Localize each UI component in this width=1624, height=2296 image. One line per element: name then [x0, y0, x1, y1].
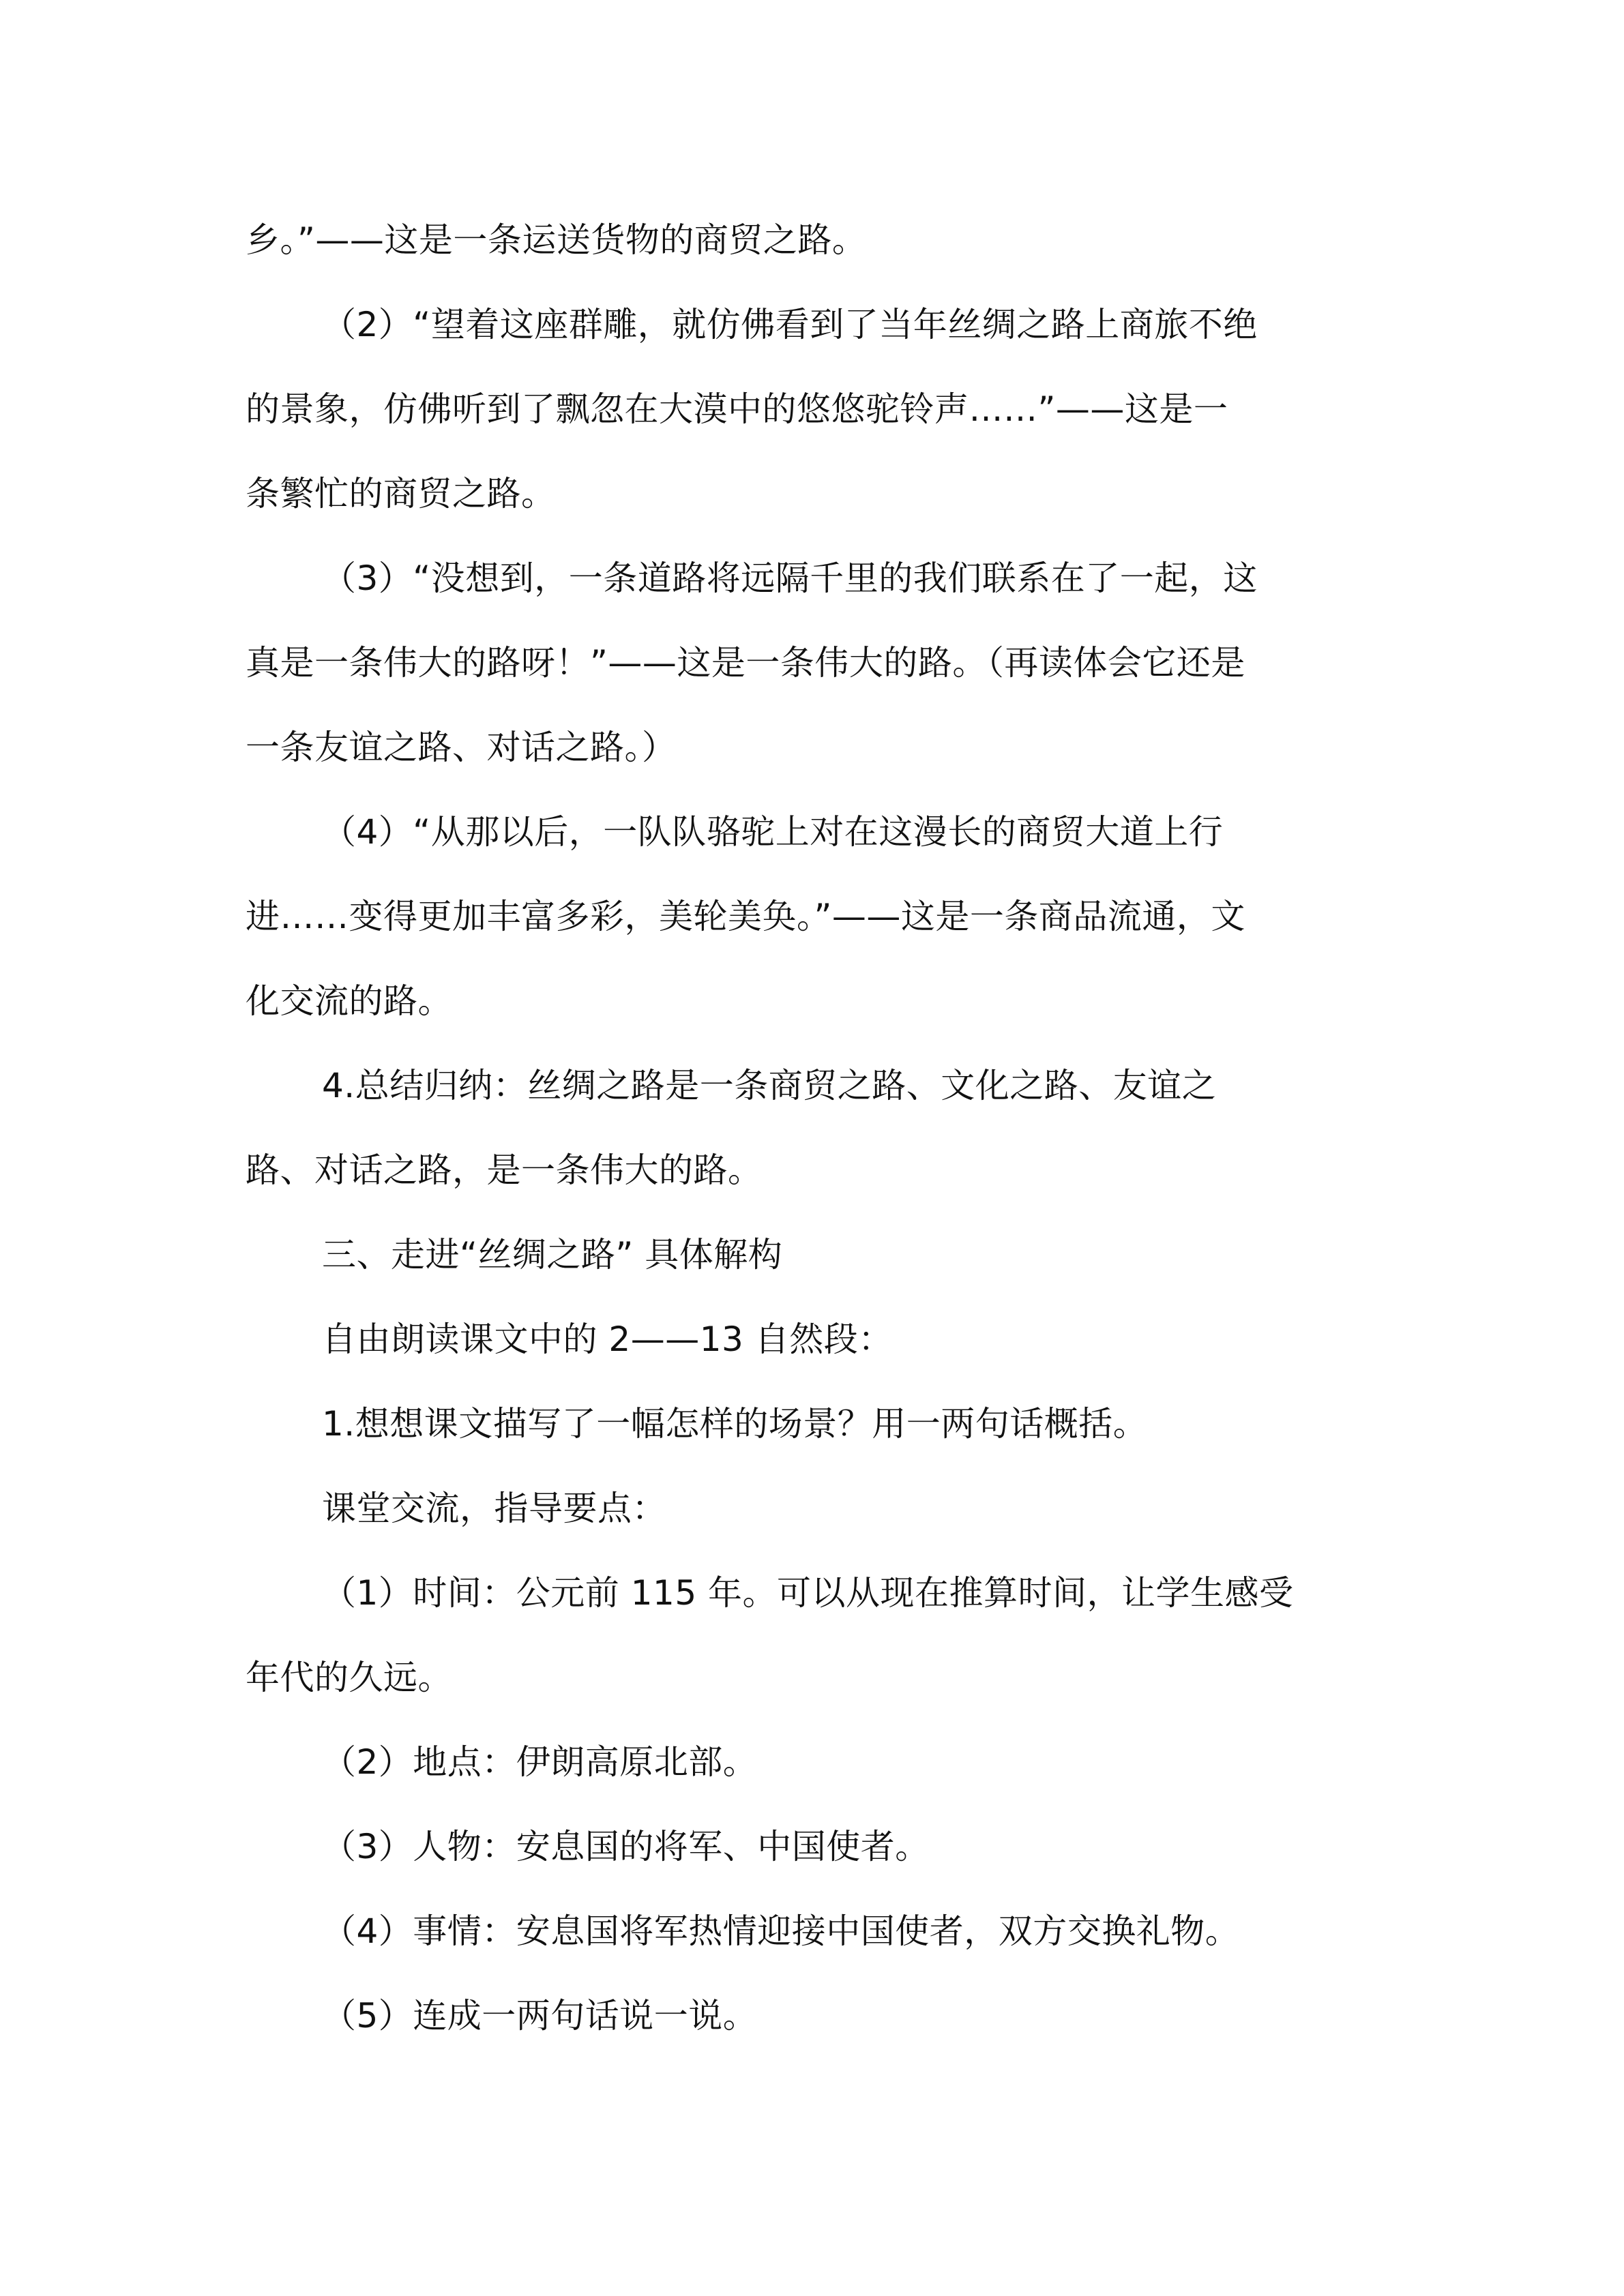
text-line: 1.想想课文描写了一幅怎样的场景？用一两句话概括。: [322, 1404, 1148, 1444]
text-line: （3）人物：安息国的将军、中国使者。: [322, 1827, 930, 1866]
text-line: 化交流的路。: [246, 981, 452, 1021]
text-line: 路、对话之路，是一条伟大的路。: [246, 1150, 763, 1190]
text-line: （4）事情：安息国将军热情迎接中国使者，双方交换礼物。: [322, 1911, 1240, 1951]
text-line: （4）“从那以后，一队队骆驼上对在这漫长的商贸大道上行: [322, 812, 1224, 852]
text-line: 进……变得更加丰富多彩，美轮美奂。”——这是一条商品流通，文: [246, 897, 1245, 936]
text-line: （3）“没想到，一条道路将远隔千里的我们联系在了一起，这: [322, 558, 1258, 598]
text-line: 真是一条伟大的路呀！”——这是一条伟大的路。（再读体会它还是: [246, 643, 1245, 683]
text-line: 年代的久远。: [246, 1658, 452, 1697]
text-line: 乡。”——这是一条运送货物的商贸之路。: [246, 220, 867, 260]
text-line: 条繁忙的商贸之路。: [246, 474, 556, 513]
text-line: 课堂交流，指导要点：: [322, 1489, 666, 1528]
text-line: （1）时间：公元前 115 年。可以从现在推算时间，让学生感受: [322, 1573, 1294, 1613]
text-line: 4.总结归纳：丝绸之路是一条商贸之路、文化之路、友谊之: [322, 1066, 1217, 1105]
text-line: （2）地点：伊朗高原北部。: [322, 1742, 758, 1782]
text-line: 自由朗读课文中的 2——13 自然段：: [322, 1320, 893, 1359]
text-line: 的景象，仿佛听到了飘忽在大漠中的悠悠驼铃声……”——这是一: [246, 389, 1228, 429]
section-heading: 三、走进“丝绸之路” 具体解构: [322, 1235, 783, 1274]
text-line: 一条友谊之路、对话之路。）: [246, 728, 677, 767]
text-line: （2）“望着这座群雕，就仿佛看到了当年丝绸之路上商旅不绝: [322, 305, 1258, 344]
text-line: （5）连成一两句话说一说。: [322, 1996, 758, 2036]
